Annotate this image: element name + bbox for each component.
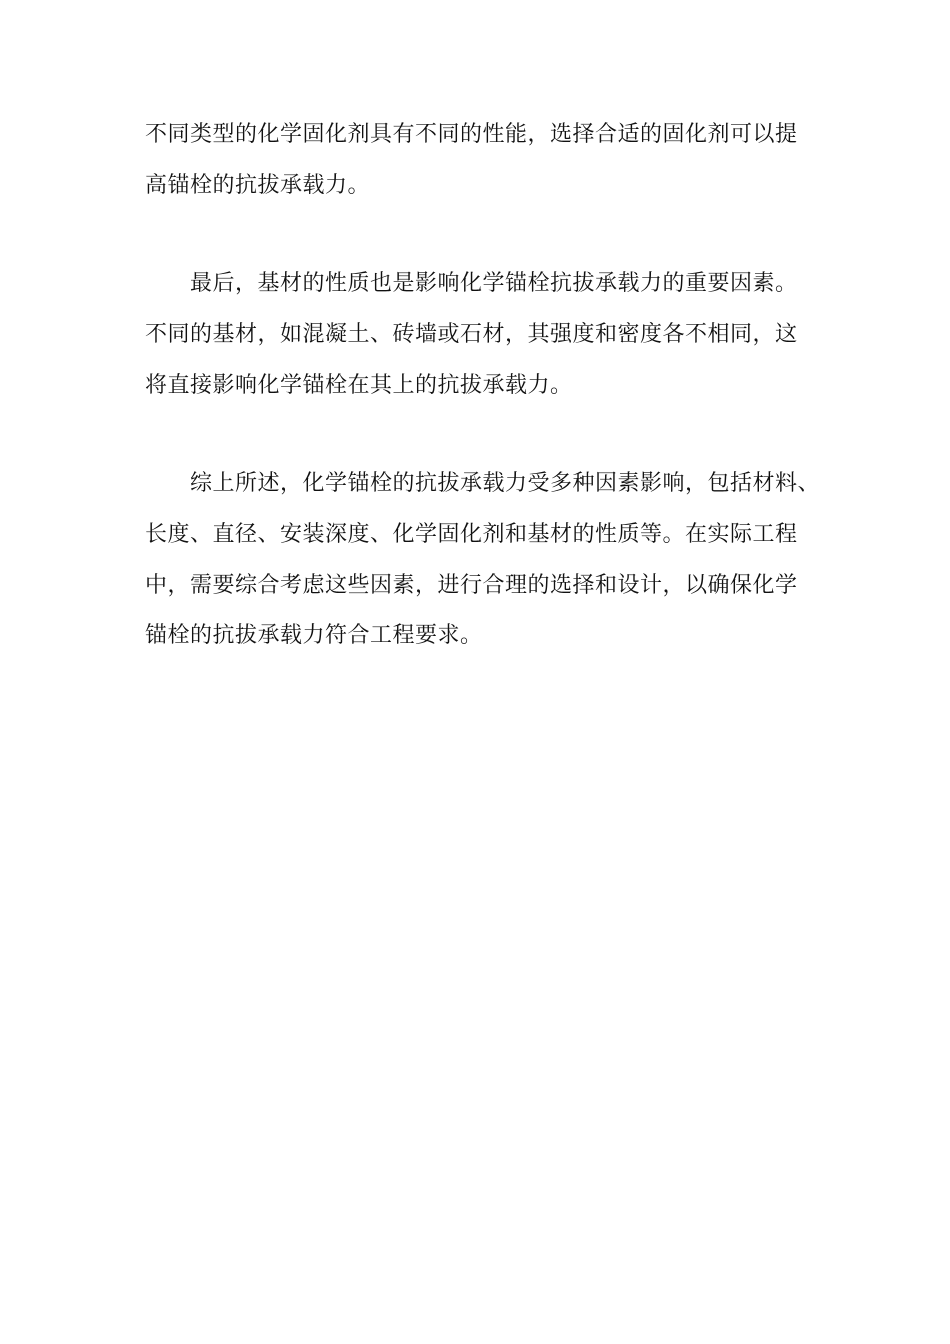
- paragraph-3-line-2: 长度、直径、安装深度、化学固化剂和基材的性质等。在实际工程: [145, 522, 798, 547]
- paragraph-2-line-2: 不同的基材，如混凝土、砖墙或石材，其强度和密度各不相同，这: [145, 322, 798, 347]
- paragraph-3-line-4: 锚栓的抗拔承载力符合工程要求。: [145, 623, 483, 648]
- paragraph-2-line-1: 最后，基材的性质也是影响化学锚栓抗拔承载力的重要因素。: [190, 271, 798, 296]
- paragraph-1-line-2: 高锚栓的抗拔承载力。: [145, 173, 371, 198]
- paragraph-3-line-1: 综上所述，化学锚栓的抗拔承载力受多种因素影响，包括材料、: [190, 471, 821, 496]
- paragraph-2-line-3: 将直接影响化学锚栓在其上的抗拔承载力。: [145, 373, 573, 398]
- paragraph-1-line-1: 不同类型的化学固化剂具有不同的性能，选择合适的固化剂可以提: [145, 122, 798, 147]
- paragraph-3-line-3: 中，需要综合考虑这些因素，进行合理的选择和设计，以确保化学: [145, 573, 798, 598]
